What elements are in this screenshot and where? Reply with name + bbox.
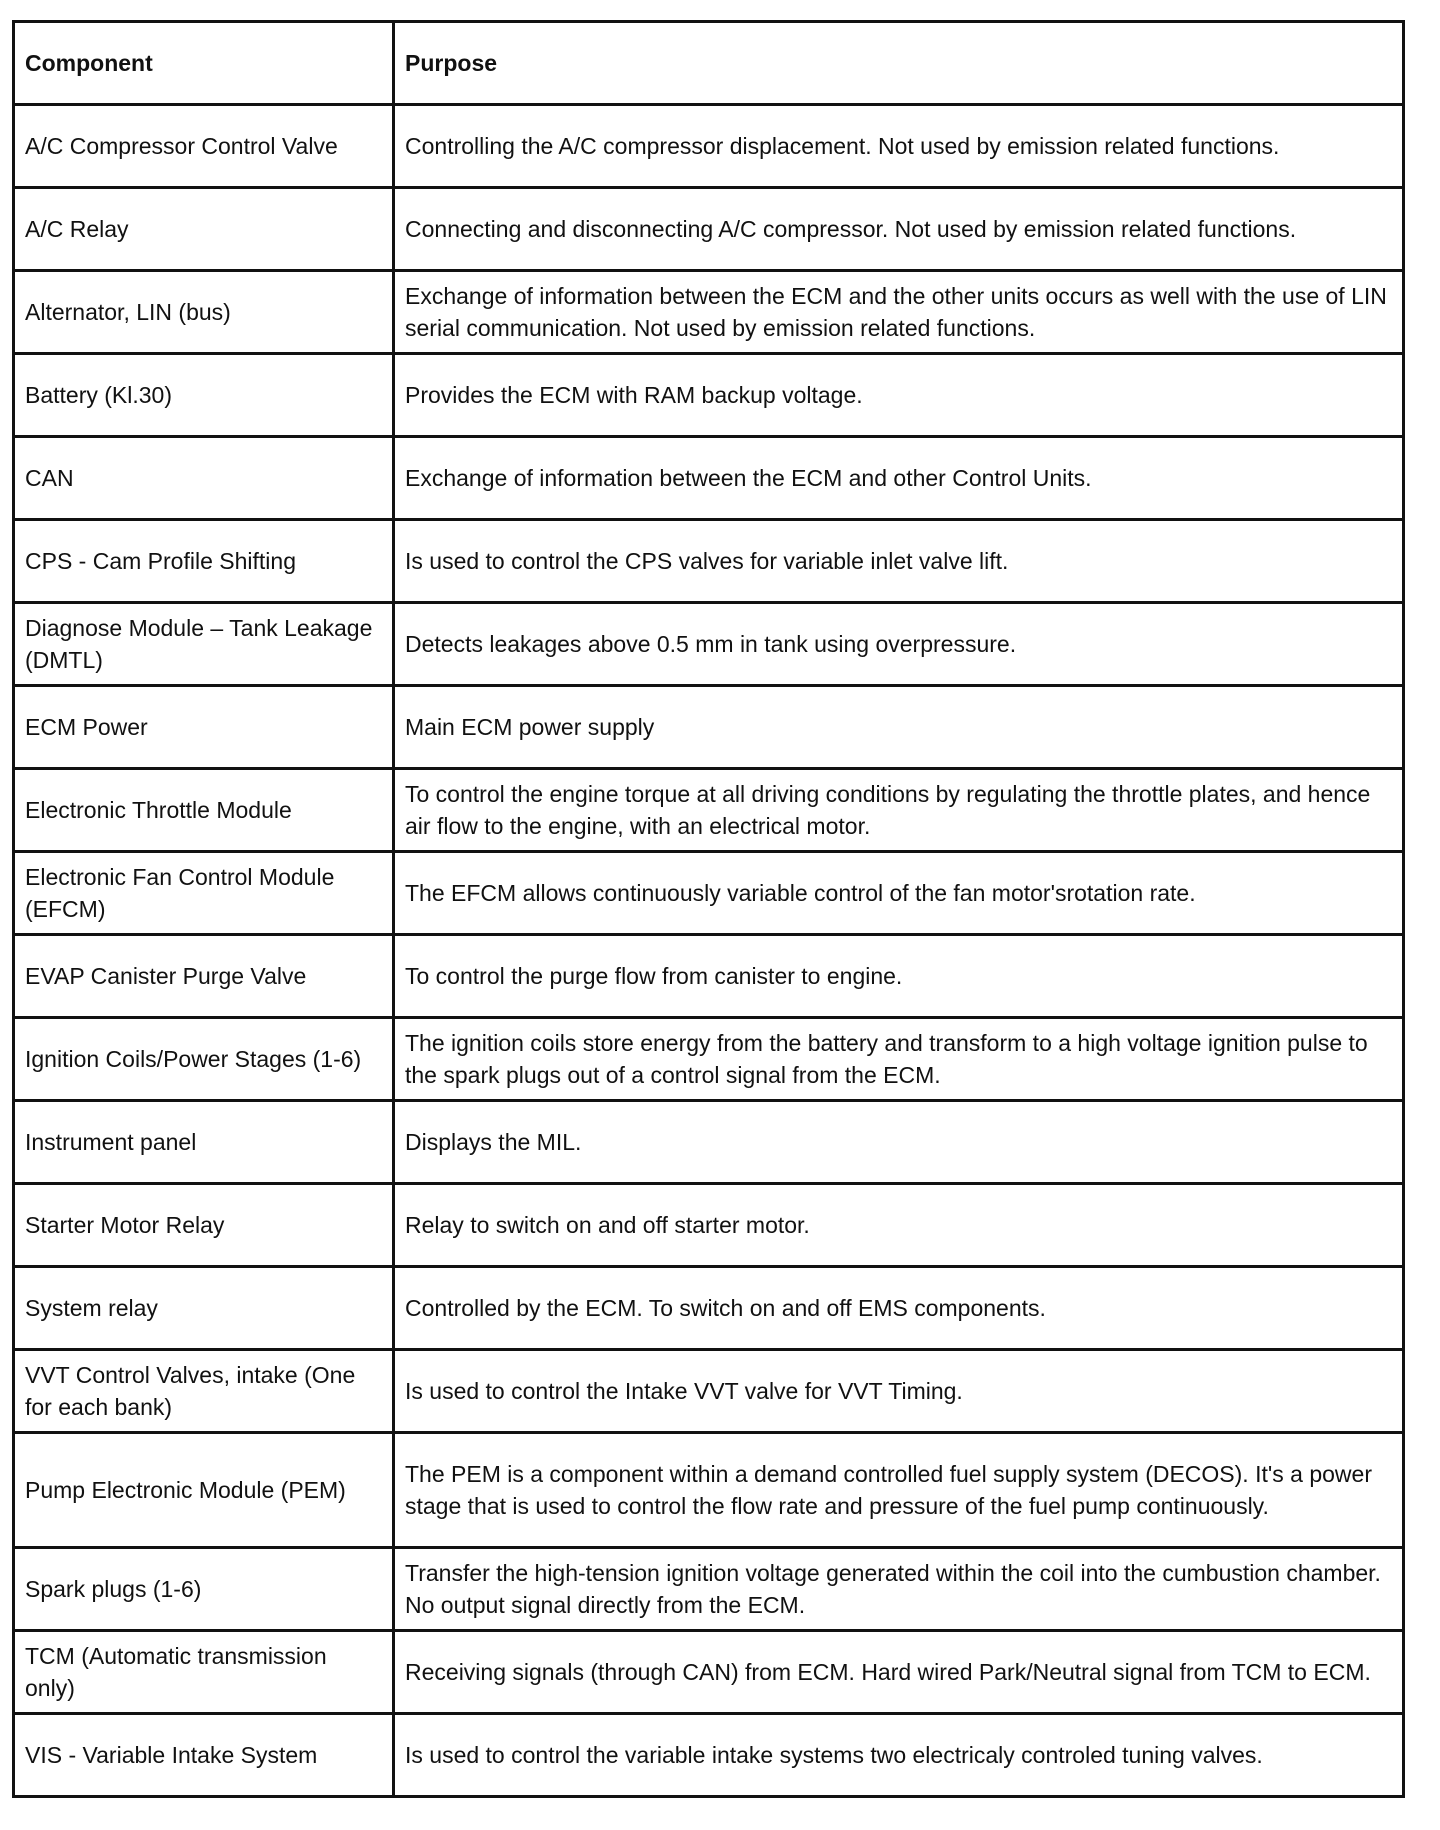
header-component: Component — [14, 22, 394, 105]
component-cell: Battery (Kl.30) — [14, 354, 394, 437]
component-table-container — [12, 20, 1402, 1798]
table-row — [14, 437, 1404, 520]
component-cell: ECM Power — [14, 686, 394, 769]
table-row — [14, 1018, 1404, 1101]
component-cell: VVT Control Valves, intake (One for each bank) — [14, 1350, 394, 1433]
component-cell: A/C Relay — [14, 188, 394, 271]
purpose-cell: Receiving signals (through CAN) from ECM. Hard wired Park/Neutral signal from TCM to ECM. — [394, 1631, 1404, 1714]
purpose-cell: To control the purge flow from canister to engine. — [394, 935, 1404, 1018]
component-purpose-table — [12, 20, 1405, 1798]
table-row — [14, 354, 1404, 437]
component-cell: CPS - Cam Profile Shifting — [14, 520, 394, 603]
component-cell: A/C Compressor Control Valve — [14, 105, 394, 188]
table-header-row — [14, 22, 1404, 105]
table-row — [14, 1548, 1404, 1631]
component-cell: VIS - Variable Intake System — [14, 1714, 394, 1797]
table-row — [14, 1350, 1404, 1433]
purpose-cell: Is used to control the variable intake systems two electricaly controled tuning valves. — [394, 1714, 1404, 1797]
purpose-cell: Controlled by the ECM. To switch on and off EMS components. — [394, 1267, 1404, 1350]
component-cell: System relay — [14, 1267, 394, 1350]
purpose-cell: Is used to control the Intake VVT valve for VVT Timing. — [394, 1350, 1404, 1433]
component-cell: Electronic Fan Control Module (EFCM) — [14, 852, 394, 935]
component-cell: TCM (Automatic transmission only) — [14, 1631, 394, 1714]
purpose-cell: Detects leakages above 0.5 mm in tank using overpressure. — [394, 603, 1404, 686]
table-row — [14, 603, 1404, 686]
header-purpose: Purpose — [394, 22, 1404, 105]
purpose-cell: Is used to control the CPS valves for variable inlet valve lift. — [394, 520, 1404, 603]
table-row — [14, 520, 1404, 603]
component-cell: Ignition Coils/Power Stages (1-6) — [14, 1018, 394, 1101]
table-row — [14, 105, 1404, 188]
table-row — [14, 1101, 1404, 1184]
table-row — [14, 686, 1404, 769]
purpose-cell: Exchange of information between the ECM and the other units occurs as well with the use of LIN serial communication. Not used by emission related functions. — [394, 271, 1404, 354]
table-row — [14, 1714, 1404, 1797]
table-row — [14, 271, 1404, 354]
purpose-cell: The PEM is a component within a demand controlled fuel supply system (DECOS). It's a power stage that is used to control the flow rate and pressure of the fuel pump continuously. — [394, 1433, 1404, 1548]
component-cell: Diagnose Module – Tank Leakage (DMTL) — [14, 603, 394, 686]
component-cell: Spark plugs (1-6) — [14, 1548, 394, 1631]
purpose-cell: Main ECM power supply — [394, 686, 1404, 769]
component-cell: Electronic Throttle Module — [14, 769, 394, 852]
table-row — [14, 852, 1404, 935]
purpose-cell: Transfer the high-tension ignition voltage generated within the coil into the cumbustion chamber. No output signal directly from the ECM. — [394, 1548, 1404, 1631]
table-row — [14, 1631, 1404, 1714]
component-cell: EVAP Canister Purge Valve — [14, 935, 394, 1018]
component-cell: Alternator, LIN (bus) — [14, 271, 394, 354]
purpose-cell: Controlling the A/C compressor displacement. Not used by emission related functions. — [394, 105, 1404, 188]
component-cell: CAN — [14, 437, 394, 520]
table-row — [14, 1433, 1404, 1548]
purpose-cell: Displays the MIL. — [394, 1101, 1404, 1184]
purpose-cell: Exchange of information between the ECM and other Control Units. — [394, 437, 1404, 520]
purpose-cell: The EFCM allows continuously variable control of the fan motor'srotation rate. — [394, 852, 1404, 935]
purpose-cell: Provides the ECM with RAM backup voltage. — [394, 354, 1404, 437]
table-row — [14, 1267, 1404, 1350]
component-cell: Starter Motor Relay — [14, 1184, 394, 1267]
purpose-cell: To control the engine torque at all driving conditions by regulating the throttle plates, and hence air flow to the engine, with an electrical motor. — [394, 769, 1404, 852]
table-row — [14, 1184, 1404, 1267]
component-cell: Instrument panel — [14, 1101, 394, 1184]
purpose-cell: Relay to switch on and off starter motor. — [394, 1184, 1404, 1267]
table-row — [14, 935, 1404, 1018]
purpose-cell: Connecting and disconnecting A/C compressor. Not used by emission related functions. — [394, 188, 1404, 271]
table-row — [14, 769, 1404, 852]
purpose-cell: The ignition coils store energy from the battery and transform to a high voltage ignition pulse to the spark plugs out of a control signal from the ECM. — [394, 1018, 1404, 1101]
component-cell: Pump Electronic Module (PEM) — [14, 1433, 394, 1548]
table-row — [14, 188, 1404, 271]
